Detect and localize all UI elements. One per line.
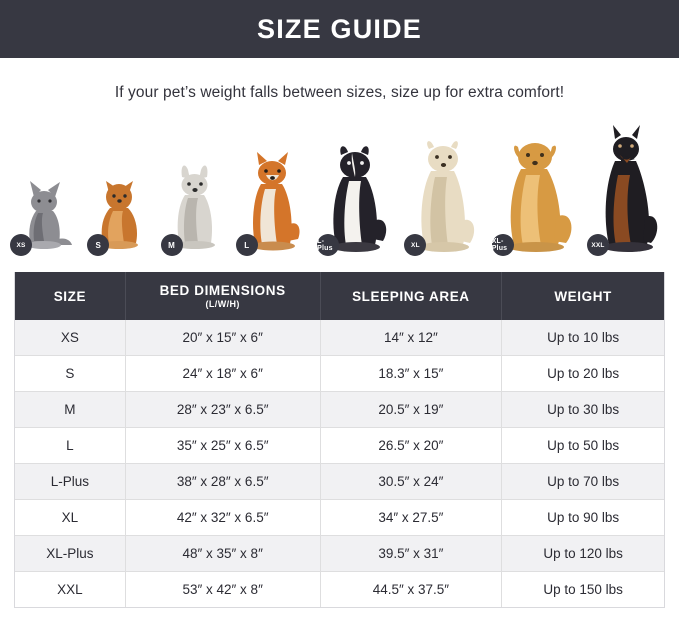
page-header xyxy=(0,0,679,58)
pet-figure-m xyxy=(165,128,225,258)
subtitle-text: If your pet’s weight falls between sizes, size up for extra comfort! xyxy=(114,84,565,101)
cell-sleeping-area: 30.5″ x 24″ xyxy=(320,464,502,500)
cell-dimensions: 42″ x 32″ x 6.5″ xyxy=(125,500,320,536)
table-row xyxy=(15,536,664,572)
page-title: SIZE GUIDE xyxy=(256,13,423,44)
cell-size: L xyxy=(15,428,125,464)
cell-sleeping-area: 44.5″ x 37.5″ xyxy=(320,572,502,608)
column-header-sleeping-area-label: SLEEPING AREA xyxy=(352,288,470,304)
column-header-size xyxy=(15,272,125,320)
cell-dimensions: 48″ x 35″ x 8″ xyxy=(125,536,320,572)
pet-figure-xs xyxy=(14,128,76,258)
column-header-sleeping-area xyxy=(320,272,502,320)
column-header-weight xyxy=(502,272,664,320)
cell-dimensions: 35″ x 25″ x 6.5″ xyxy=(125,428,320,464)
cell-size: XS xyxy=(15,320,125,356)
pet-illustration-row xyxy=(14,118,665,258)
column-header-bed-dimensions xyxy=(125,272,320,320)
table-row xyxy=(15,500,664,536)
size-badge-xs: XS xyxy=(10,234,32,256)
cell-weight: Up to 50 lbs xyxy=(502,428,664,464)
size-badge-xl: XL xyxy=(404,234,426,256)
table-header-row xyxy=(15,272,664,320)
pet-figure-xxl xyxy=(591,128,665,258)
cell-dimensions: 53″ x 42″ x 8″ xyxy=(125,572,320,608)
cell-size: M xyxy=(15,392,125,428)
size-badge-s: S xyxy=(87,234,109,256)
cell-sleeping-area: 20.5″ x 19″ xyxy=(320,392,502,428)
cell-size: S xyxy=(15,356,125,392)
cell-weight: Up to 150 lbs xyxy=(502,572,664,608)
cell-sleeping-area: 14″ x 12″ xyxy=(320,320,502,356)
table-row xyxy=(15,572,664,608)
table-row xyxy=(15,464,664,500)
cell-size: XL-Plus xyxy=(15,536,125,572)
cell-sleeping-area: 39.5″ x 31″ xyxy=(320,536,502,572)
pet-figure-xl xyxy=(408,128,480,258)
cell-weight: Up to 120 lbs xyxy=(502,536,664,572)
column-header-bed-dimensions-sub: (L/W/H) xyxy=(205,299,240,309)
table-row xyxy=(15,428,664,464)
column-header-bed-dimensions-label: BED DIMENSIONS xyxy=(159,283,286,298)
pet-figure-l-plus xyxy=(317,128,393,258)
table-row xyxy=(15,320,664,356)
size-badge-l-plus: L-Plus xyxy=(317,234,339,256)
table-row xyxy=(15,356,664,392)
cell-dimensions: 28″ x 23″ x 6.5″ xyxy=(125,392,320,428)
cell-weight: Up to 10 lbs xyxy=(502,320,664,356)
cell-weight: Up to 70 lbs xyxy=(502,464,664,500)
cell-dimensions: 38″ x 28″ x 6.5″ xyxy=(125,464,320,500)
pet-figure-l xyxy=(240,128,306,258)
cell-dimensions: 20″ x 15″ x 6″ xyxy=(125,320,320,356)
cell-sleeping-area: 34″ x 27.5″ xyxy=(320,500,502,536)
size-table-wrapper xyxy=(14,272,665,608)
size-table-head xyxy=(15,272,664,320)
size-table-body xyxy=(15,320,664,607)
size-badge-xl-plus: XL-Plus xyxy=(492,234,514,256)
column-header-size-label: SIZE xyxy=(53,288,87,304)
pet-figure-xl-plus xyxy=(491,128,576,258)
cell-sleeping-area: 18.3″ x 15″ xyxy=(320,356,502,392)
cell-size: XXL xyxy=(15,572,125,608)
size-badge-l: L xyxy=(236,234,258,256)
cell-dimensions: 24″ x 18″ x 6″ xyxy=(125,356,320,392)
table-row xyxy=(15,392,664,428)
size-badge-m: M xyxy=(161,234,183,256)
cell-size: L-Plus xyxy=(15,464,125,500)
cell-size: XL xyxy=(15,500,125,536)
cell-weight: Up to 30 lbs xyxy=(502,392,664,428)
column-header-weight-label: WEIGHT xyxy=(554,288,612,304)
cell-weight: Up to 20 lbs xyxy=(502,356,664,392)
pet-figure-s xyxy=(91,128,149,258)
cell-weight: Up to 90 lbs xyxy=(502,500,664,536)
size-badge-xxl: XXL xyxy=(587,234,609,256)
cell-sleeping-area: 26.5″ x 20″ xyxy=(320,428,502,464)
size-table xyxy=(15,272,664,607)
